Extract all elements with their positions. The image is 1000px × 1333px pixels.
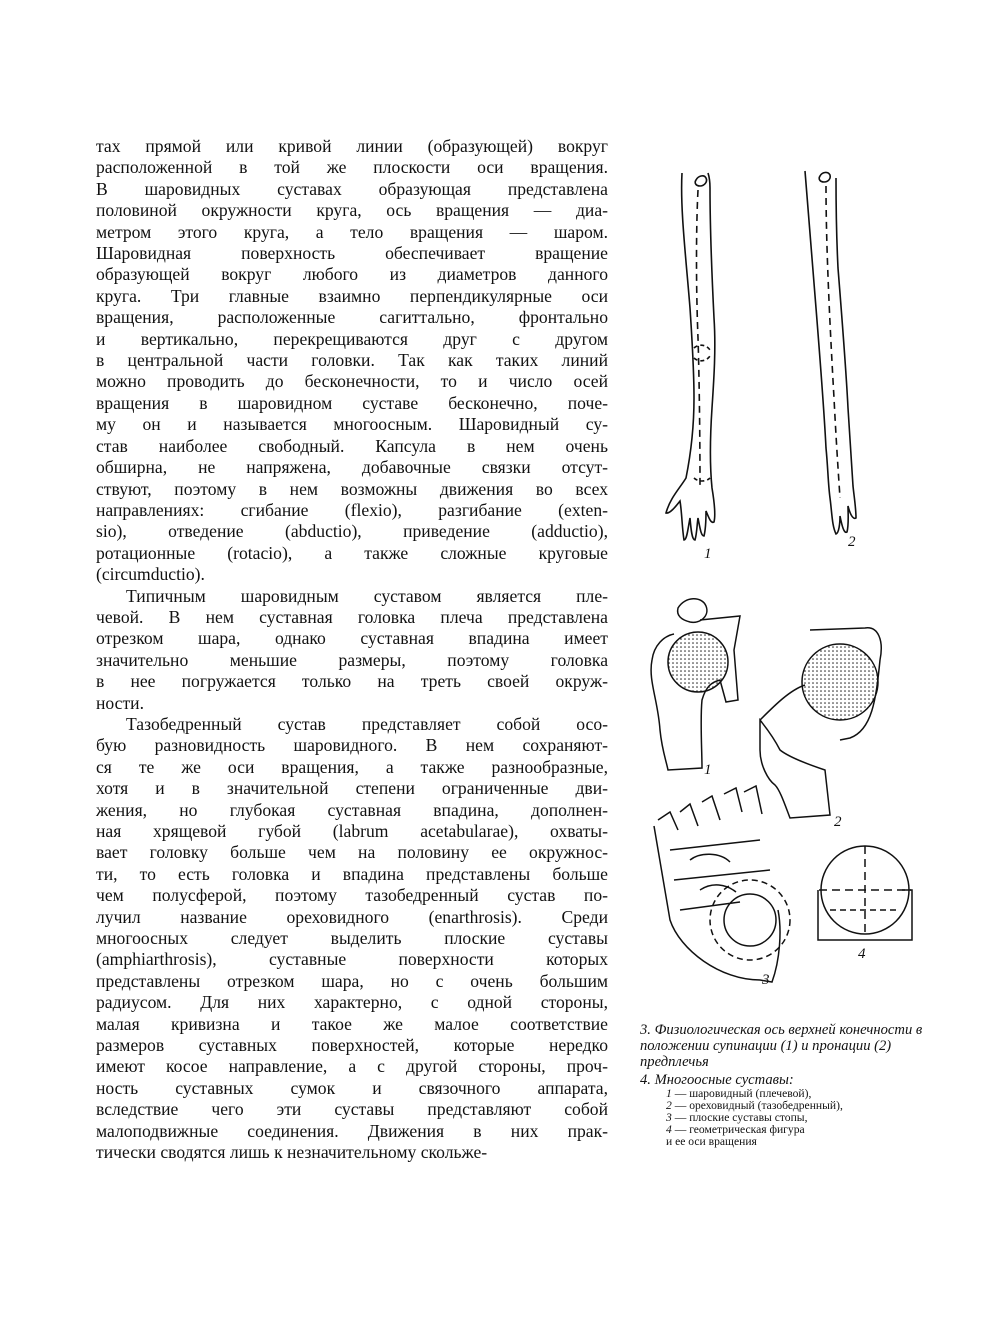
text-line: вследствие чего эти суставы представляют собой	[96, 1099, 608, 1120]
figure-3-arms	[660, 168, 905, 568]
text-line: в нее погружается только на треть своей окруж-	[96, 671, 608, 692]
figure-4-label-3: 3	[762, 972, 770, 988]
caption-item: 1 — шаровидный (плечевой),	[666, 1087, 812, 1100]
text-line: круга. Три главные взаимно перпендикулярные оси	[96, 285, 608, 306]
paragraph-2	[96, 586, 608, 714]
text-line: многоосных следует выделить плоские суставы	[96, 928, 608, 949]
text-line: тически сводятся лишь к незначительному скольже-	[96, 1142, 488, 1163]
text-line: половиной окружности круга, ось вращения — диа-	[96, 200, 608, 221]
text-line: в центральной части головки. Так как таких линий	[96, 350, 608, 371]
caption-figure-3-number: 3.	[640, 1022, 651, 1038]
joints-illustration	[640, 590, 920, 1000]
text-line: бую разновидность шаровидного. В нем сохраняют-	[96, 735, 608, 756]
text-line: ствуют, поэтому в нем возможны движения во всех	[96, 478, 608, 499]
caption-figure-4-items	[640, 1088, 930, 1148]
caption-figure-4-number: 4.	[640, 1072, 651, 1088]
text-line: обширна, не напряжена, добавочные связки отсут-	[96, 457, 608, 478]
text-line: (amphiarthrosis), суставные поверхности которых	[96, 949, 608, 970]
caption-item: 3 — плоские суставы стопы,	[666, 1111, 808, 1124]
paragraph-3	[96, 714, 608, 1164]
text-line: ность суставных сумок и связочного аппарата,	[96, 1077, 608, 1098]
text-line: и вертикально, перекрещиваются друг с другом	[96, 328, 608, 349]
text-line: ся те же оси вращения, а также разнообразные,	[96, 756, 608, 777]
figure-4-joints	[640, 590, 920, 1000]
text-line: Типичным шаровидным суставом является пле-	[126, 585, 608, 606]
figure-4-label-4: 4	[858, 946, 866, 962]
figure-4-label-1: 1	[704, 762, 712, 778]
text-line: значительно меньшие размеры, поэтому головка	[96, 649, 608, 670]
caption-item: 4 — геометрическая фигура	[666, 1123, 805, 1136]
geometric-figure-drawing	[818, 846, 912, 940]
text-line: ности.	[96, 692, 144, 713]
text-line: (circumductio).	[96, 564, 205, 585]
caption-item: и ее оси вращения	[666, 1135, 757, 1148]
text-line: В шаровидных суставах образующая представлена	[96, 178, 608, 199]
text-line: имеют косое направление, а с другой стороны, проч-	[96, 1056, 608, 1077]
text-line: малая кривизна и такое же малое соответствие	[96, 1013, 608, 1034]
text-line: направлениях: сгибание (flexio), разгибание (exten-	[96, 499, 608, 520]
hip-joint-drawing	[760, 628, 881, 818]
text-line: чем полусферой, поэтому тазобедренный сустав по-	[96, 885, 608, 906]
text-line: размеров суставных поверхностей, которые нередко	[96, 1035, 608, 1056]
text-line: тах прямой или кривой линии (образующей) вокруг	[96, 136, 608, 156]
text-line: малоподвижные соединения. Движения в них прак-	[96, 1120, 608, 1141]
text-line: радиусом. Для них характерно, с одной стороны,	[96, 992, 608, 1013]
text-line: ротационные (rotacio), а также сложные круговые	[96, 542, 608, 563]
foot-joints-drawing	[654, 786, 790, 982]
text-line: став наиболее свободный. Капсула в нем очень	[96, 435, 608, 456]
text-line: лучил название ореховидного (enarthrosis). Среди	[96, 906, 608, 927]
caption-figure-3	[640, 1022, 930, 1070]
figure-3-label-1: 1	[704, 546, 712, 562]
arm-supination	[666, 173, 715, 540]
caption-figure-3-text: Физиологическая ось верхней конечности в положении супинации (1) и пронации (2) предплечья	[640, 1022, 923, 1070]
figure-caption	[640, 1022, 930, 1148]
caption-item: 2 — ореховидный (тазобедренный),	[666, 1099, 843, 1112]
arms-illustration	[660, 168, 905, 568]
text-line: ная хрящевой губой (labrum acetabularae), охваты-	[96, 821, 608, 841]
text-line: вает головку больше чем на половину ее окружнос-	[96, 842, 608, 863]
text-line: му он и называется многоосным. Шаровидный су-	[96, 414, 608, 435]
text-line: ти, то есть головка и впадина представлены больше	[96, 863, 608, 884]
figure-3-label-2: 2	[848, 534, 856, 550]
text-line: чевой. В нем суставная головка плеча представлена	[96, 606, 608, 627]
paragraph-1	[96, 136, 608, 586]
text-line: образующей вокруг любого из диаметров данного	[96, 264, 608, 285]
text-line: Шаровидная поверхность обеспечивает вращение	[96, 243, 608, 264]
main-text-column	[96, 136, 608, 1164]
text-line: sio), отведение (abductio), приведение (adductio),	[96, 521, 608, 542]
text-line: можно проводить до бесконечности, то и число осей	[96, 371, 608, 392]
shoulder-joint-drawing	[651, 599, 740, 770]
text-line: отрезком шара, однако суставная впадина имеет	[96, 628, 608, 649]
text-line: вращения, расположенные сагиттально, фронтально	[96, 307, 608, 328]
figure-4-label-2: 2	[834, 814, 842, 830]
text-line: вращения в шаровидном суставе бесконечно, поче-	[96, 392, 608, 413]
text-line: метром этого круга, а тело вращения — шаром.	[96, 221, 608, 242]
text-line: расположенной в той же плоскости оси вращения.	[96, 157, 608, 178]
caption-figure-4-title: Многоосные суставы:	[654, 1072, 794, 1088]
text-line: Тазобедренный сустав представляет собой осо-	[126, 713, 608, 734]
text-line: хотя и в значительной степени ограниченные дви-	[96, 778, 608, 799]
text-line: представлены отрезком шара, но с очень большим	[96, 970, 608, 991]
caption-figure-4	[640, 1072, 930, 1088]
text-line: жения, но глубокая суставная впадина, дополнен-	[96, 799, 608, 820]
arm-pronation	[805, 171, 856, 534]
